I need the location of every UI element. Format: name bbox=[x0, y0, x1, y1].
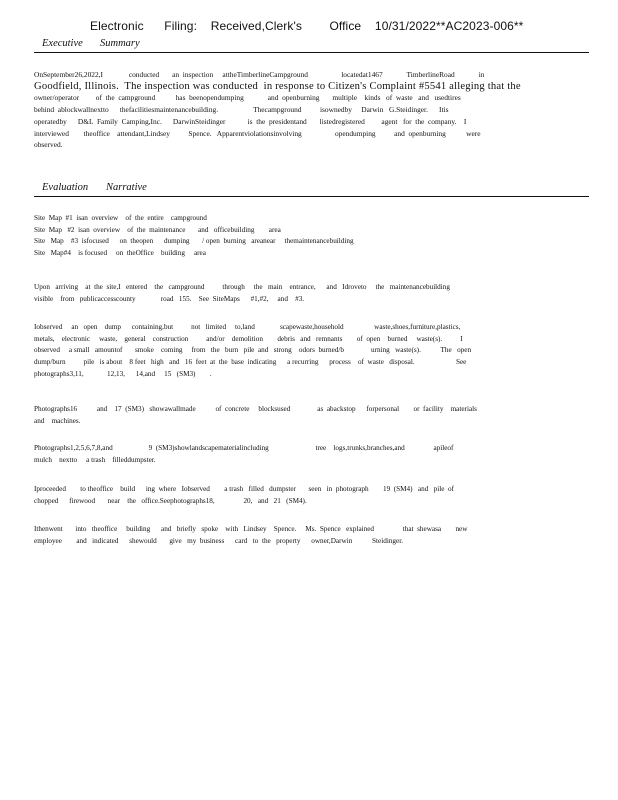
text-line: Site Map #1 isan overview of the entire campground bbox=[34, 214, 207, 222]
text-line: observed. bbox=[34, 140, 63, 150]
heading-executive: Executive bbox=[42, 38, 83, 49]
text-line: Photographs1,2,5,6,7,8,and 9 (SM3)showlandscapematerialincluding tree logs,trunks,branches,and apileof bbox=[34, 444, 454, 452]
text-line: Site Map#4 is focused on theOffice building area bbox=[34, 249, 206, 258]
evaluation-narrative-heading bbox=[34, 182, 589, 197]
observation-paragraph bbox=[34, 322, 582, 381]
text-line: operatedby D&L Family Camping,Inc. DarwinSteidinger is the presidentand listedregistered agent for the company. I bbox=[34, 116, 467, 126]
landscape-photos-paragraph bbox=[34, 443, 582, 466]
wall-photos-paragraph bbox=[34, 404, 582, 427]
executive-summary-heading bbox=[34, 38, 589, 53]
text-line: Photographs16 and 17 (SM3) showawallmade of concrete blocksused as abackstop forpersonal or facility materials bbox=[34, 405, 477, 413]
text-line: Site Map #2 isan overview of the maintenance and officebuilding area bbox=[34, 225, 281, 234]
office-visit-paragraph bbox=[34, 524, 582, 547]
text-line: Site Map #3 isfocused on theopen dumping / open burning areanear themaintenancebuilding bbox=[34, 237, 354, 246]
heading-summary: Summary bbox=[100, 38, 140, 49]
executive-summary-text bbox=[34, 69, 582, 151]
text-line: behind ablockwallnextto thefacilitiesmaintenancebuilding. Thecampground isownedby Darwin G.Steidinger. Itis bbox=[34, 105, 449, 115]
heading-evaluation: Evaluation bbox=[42, 182, 89, 193]
text-line: Ithenwent into theoffice building and briefly spoke with Lindsey Spence. Ms. Spence explained that shewasa new bbox=[34, 525, 468, 533]
text-line: Goodfield, Illinois. The inspection was conducted in response to Citizen's Complaint #5541 alleging that the bbox=[34, 80, 521, 92]
text-line: dump/burn pile is about 8 feet high and 16 feet at the base indicating a recurring process of waste disposal. See bbox=[34, 358, 467, 367]
filing-header: Electronic Filing: Received,Clerk's Office 10/31/2022**AC2023-006** bbox=[90, 19, 524, 33]
text-line: employee and indicated shewould give my business card to the property owner,Darwin Steidinger. bbox=[34, 536, 403, 545]
text-line: observed a small amountof smoke coming from the burn pile and strong odors burned/b urning waste(s). The open bbox=[34, 346, 472, 355]
site-maps-paragraph bbox=[34, 213, 582, 260]
text-line: OnSeptember26,2022,I conducted an inspection attheTimberlineCampground locatedat1467 TimberlineRoad in bbox=[34, 70, 485, 79]
text-line: Iproceeded to theoffice build ing where Iobserved a trash filled dumpster seen in photograph 19 (SM4) and pile of bbox=[34, 485, 455, 493]
arrival-paragraph bbox=[34, 282, 582, 305]
text-line: interviewed theoffice attendant,Lindsey Spence. Apparentviolationsinvolving opendumping and openburning were bbox=[34, 128, 481, 138]
office-dumpster-paragraph bbox=[34, 484, 582, 507]
text-line: mulch nextto a trash filleddumpster. bbox=[34, 455, 156, 464]
text-line: owner/operator of the campground has beenopendumping and openburning multiple kinds of waste and usedtires bbox=[34, 93, 461, 103]
text-line: Iobserved an open dump containing,but not limited to,land scapewaste,household waste,shoes,furniture,plastics, bbox=[34, 323, 461, 331]
text-line: photographs3,11, 12,13, 14,and 15 (SM3) . bbox=[34, 369, 212, 378]
text-line: and machines. bbox=[34, 416, 81, 425]
heading-narrative: Narrative bbox=[106, 182, 147, 193]
text-line: visible from publicaccesscounty road 155. See SiteMaps #1,#2, and #3. bbox=[34, 294, 305, 303]
text-line: metals, electronic waste, general construction and/or demolition debris and remnants of open burned waste(s). I bbox=[34, 334, 463, 343]
text-line: chopped firewood near the office.Seephotographs18, 20, and 21 (SM4). bbox=[34, 496, 307, 505]
text-line: Upon arriving at the site,I entered the campground through the main entrance, and Idroveto the maintenancebuilding bbox=[34, 283, 450, 291]
